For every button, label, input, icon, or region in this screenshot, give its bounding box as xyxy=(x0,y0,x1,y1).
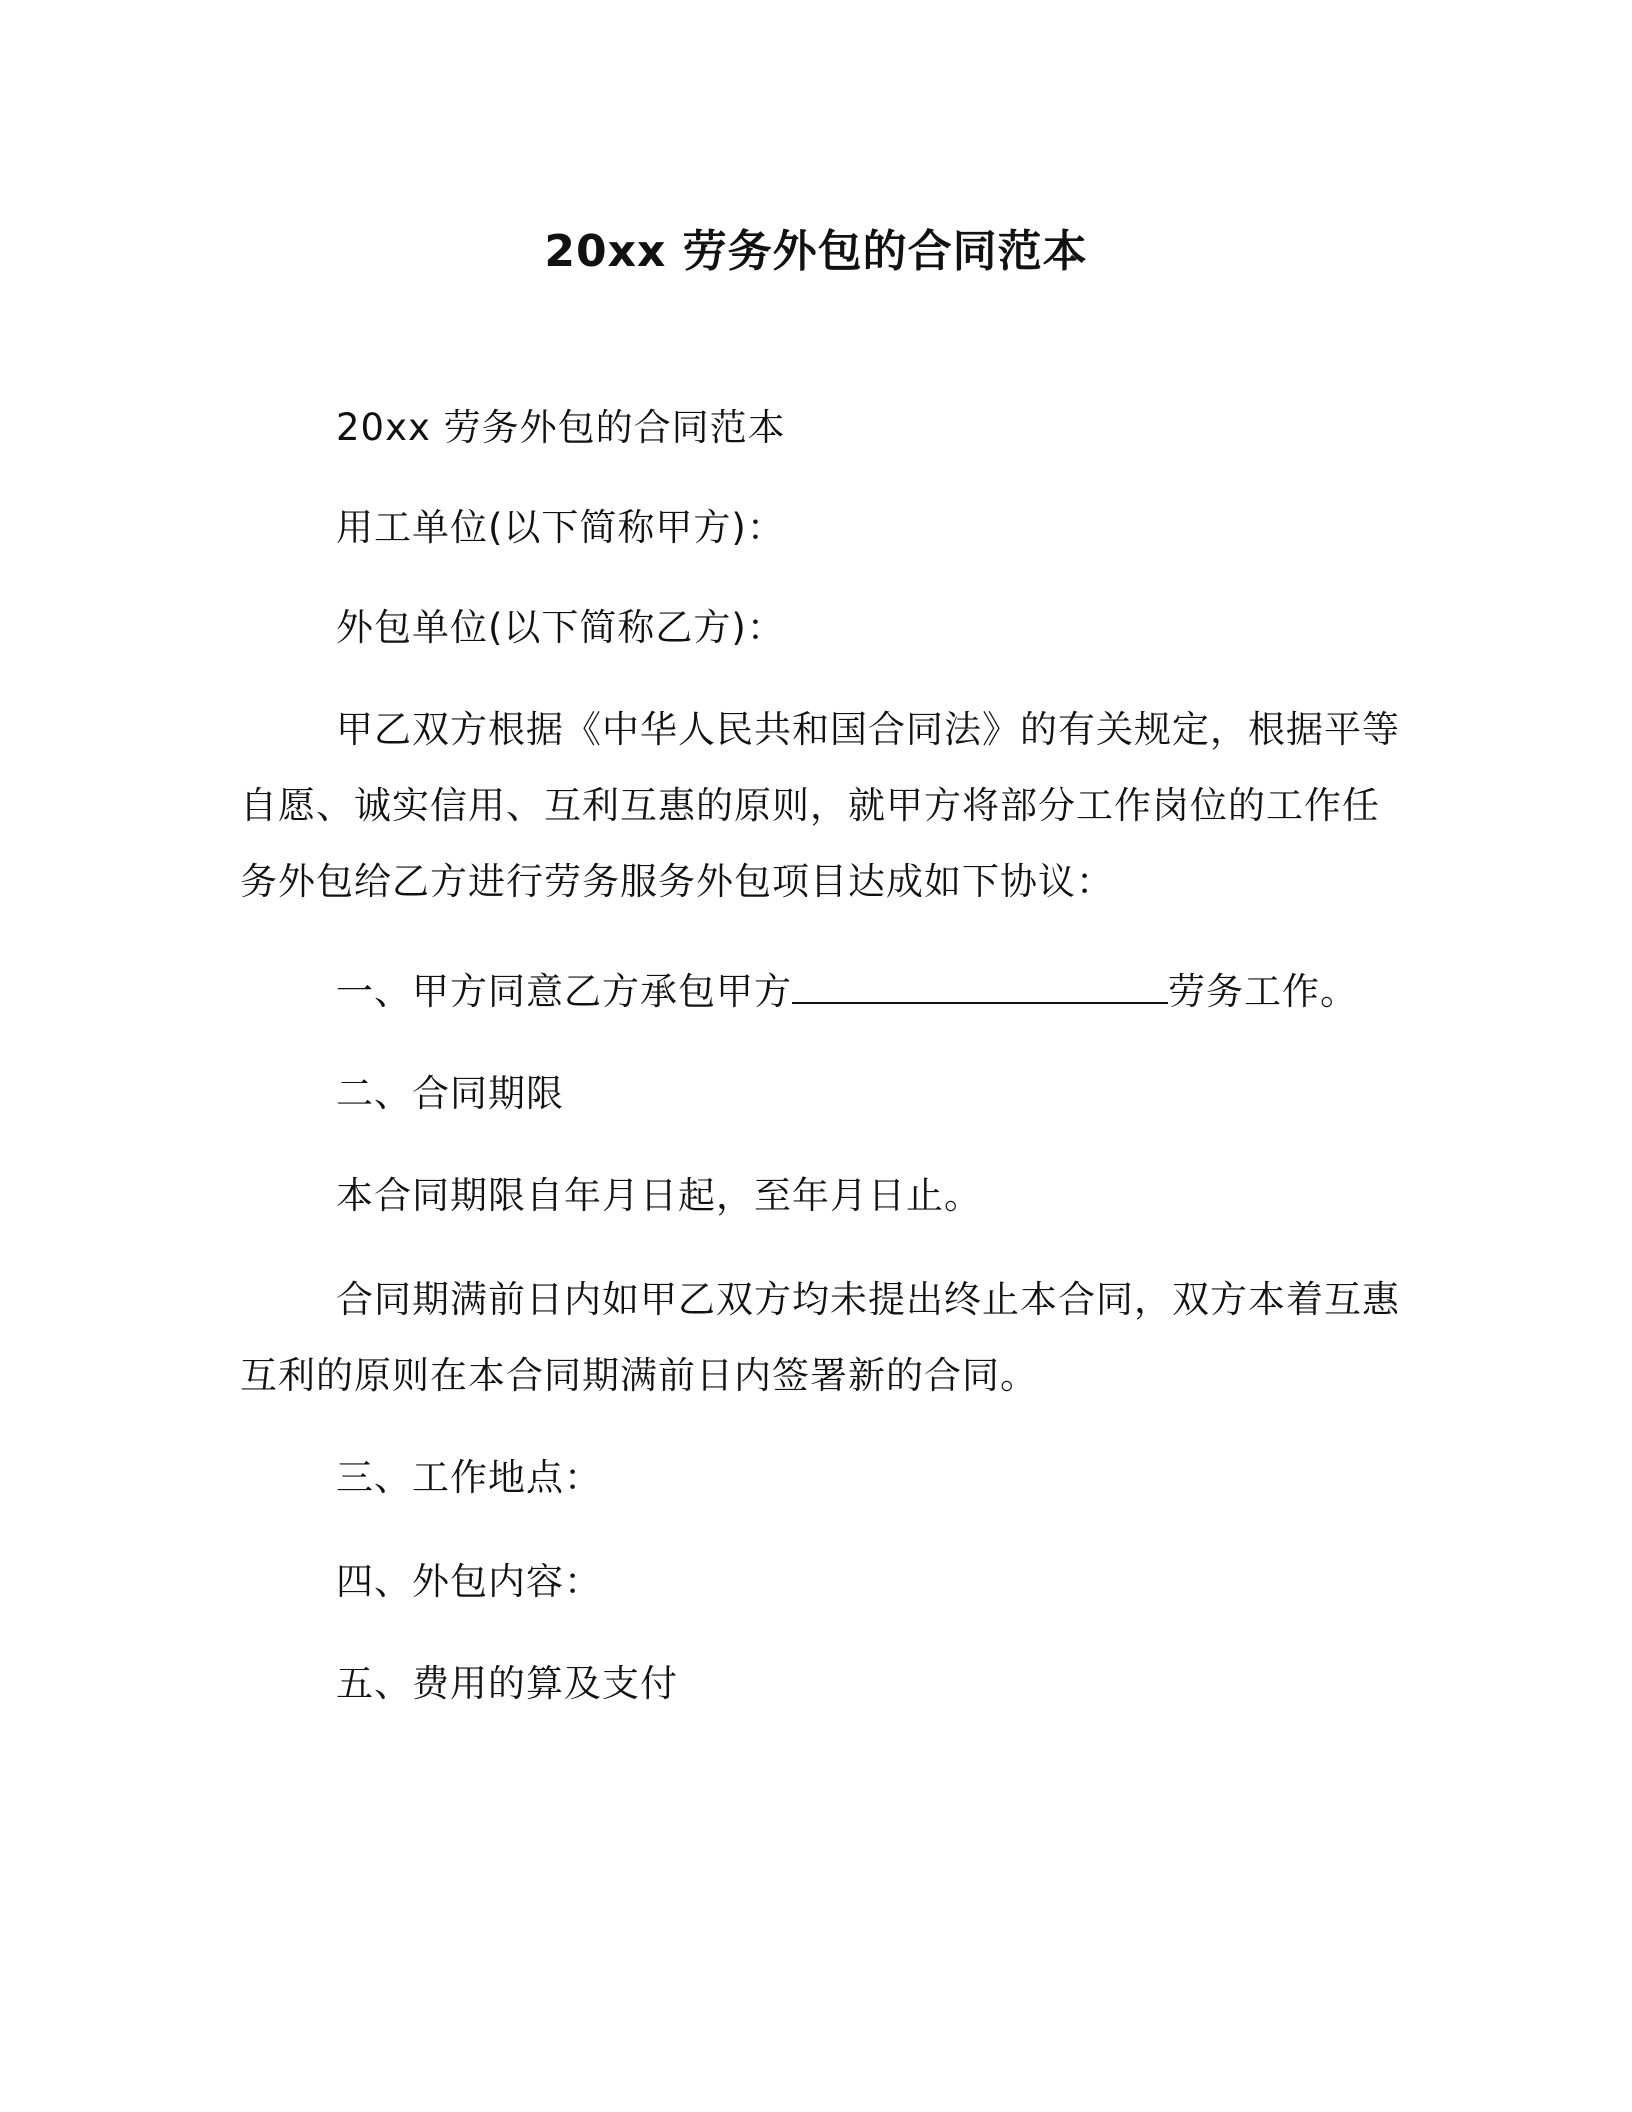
preamble-line: 甲乙双方根据《中华人民共和国合同法》的有关规定，根据平等 xyxy=(336,708,1400,751)
renewal-paragraph xyxy=(240,1262,1400,1414)
fill-in-blank xyxy=(792,968,1168,1004)
clause-1-prefix: 一、甲方同意乙方承包甲方 xyxy=(336,970,792,1013)
preamble-line: 自愿、诚实信用、互利互惠的原则，就甲方将部分工作岗位的工作任 xyxy=(240,784,1380,827)
clause-4: 四、外包内容： xyxy=(336,1560,602,1603)
clause-5: 五、费用的算及支付 xyxy=(336,1662,678,1705)
preamble-paragraph xyxy=(240,692,1400,920)
clause-2-term: 本合同期限自年月日起，至年月日止。 xyxy=(336,1174,982,1217)
document-title: 20xx 劳务外包的合同范本 xyxy=(544,226,1088,277)
clause-1-suffix: 劳务工作。 xyxy=(1168,970,1358,1013)
clause-2-heading: 二、合同期限 xyxy=(336,1072,564,1115)
renewal-line: 合同期满前日内如甲乙双方均未提出终止本合同，双方本着互惠 xyxy=(336,1278,1400,1321)
employer-label: 用工单位(以下简称甲方)： xyxy=(336,506,785,549)
clause-1 xyxy=(240,954,1476,1030)
clause-3: 三、工作地点： xyxy=(336,1456,602,1499)
subtitle: 20xx 劳务外包的合同范本 xyxy=(336,406,786,449)
contractor-label: 外包单位(以下简称乙方)： xyxy=(336,606,785,649)
preamble-line: 务外包给乙方进行劳务服务外包项目达成如下协议： xyxy=(240,860,1114,903)
renewal-line: 互利的原则在本合同期满前日内签署新的合同。 xyxy=(240,1354,1038,1397)
